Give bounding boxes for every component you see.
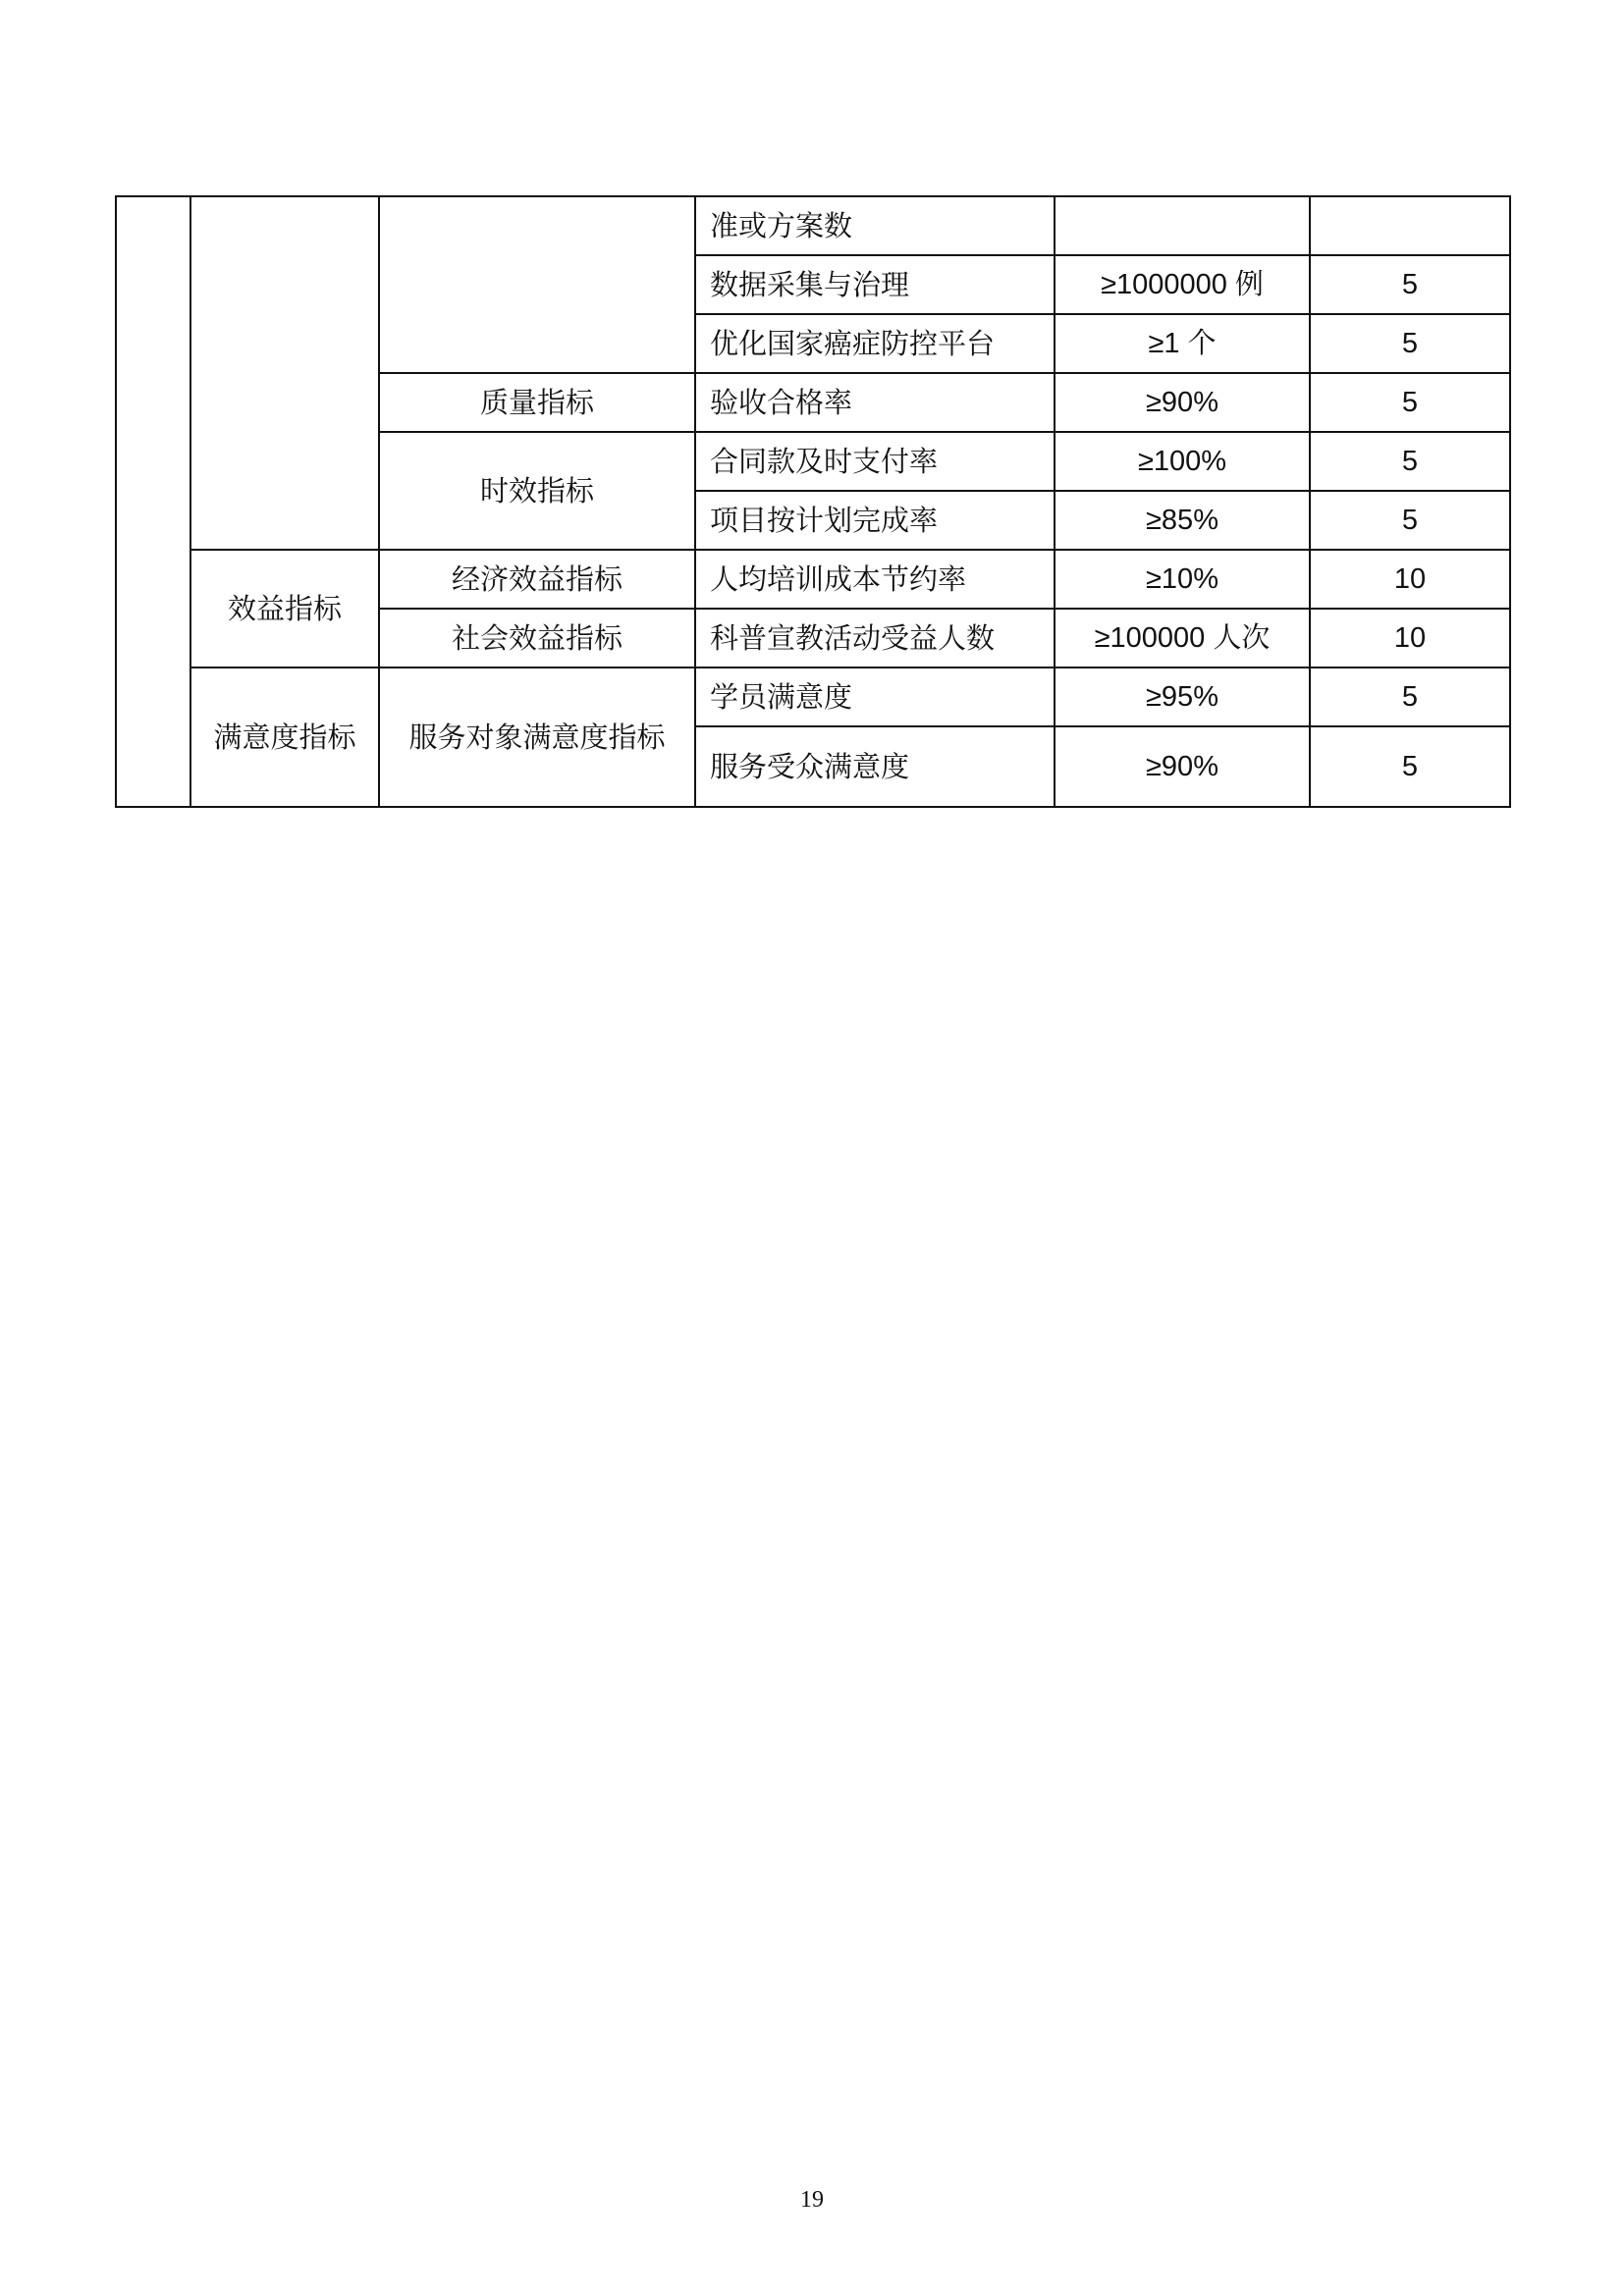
score: 5	[1310, 314, 1510, 373]
indicator-name: 数据采集与治理	[695, 255, 1055, 314]
level1-cell	[116, 196, 190, 807]
indicator-name: 学员满意度	[695, 667, 1055, 726]
group-timeliness: 时效指标	[379, 432, 695, 550]
indicator-name: 合同款及时支付率	[695, 432, 1055, 491]
indicator-name: 人均培训成本节约率	[695, 550, 1055, 609]
group-benefit: 效益指标	[190, 550, 379, 667]
group-social: 社会效益指标	[379, 609, 695, 667]
level3-cell-quantity	[379, 196, 695, 373]
group-service-satisfaction: 服务对象满意度指标	[379, 667, 695, 807]
score: 5	[1310, 255, 1510, 314]
indicator-name: 准或方案数	[695, 196, 1055, 255]
group-satisfaction: 满意度指标	[190, 667, 379, 807]
target-value: ≥90%	[1055, 373, 1310, 432]
target-value: ≥85%	[1055, 491, 1310, 550]
target-value: ≥100%	[1055, 432, 1310, 491]
table-row	[116, 550, 1510, 609]
target-value: ≥100000 人次	[1055, 609, 1310, 667]
indicator-name: 服务受众满意度	[695, 726, 1055, 807]
score	[1310, 196, 1510, 255]
indicator-name: 科普宣教活动受益人数	[695, 609, 1055, 667]
indicator-name: 项目按计划完成率	[695, 491, 1055, 550]
performance-indicator-table	[115, 195, 1511, 808]
table-row	[116, 667, 1510, 726]
score: 5	[1310, 491, 1510, 550]
level2-cell-output	[190, 196, 379, 550]
target-value	[1055, 196, 1310, 255]
group-economic: 经济效益指标	[379, 550, 695, 609]
score: 5	[1310, 667, 1510, 726]
target-value: ≥90%	[1055, 726, 1310, 807]
target-value: ≥1 个	[1055, 314, 1310, 373]
table-row	[116, 196, 1510, 255]
indicator-name: 验收合格率	[695, 373, 1055, 432]
score: 10	[1310, 550, 1510, 609]
score: 5	[1310, 373, 1510, 432]
target-value: ≥95%	[1055, 667, 1310, 726]
group-quality: 质量指标	[379, 373, 695, 432]
target-value: ≥10%	[1055, 550, 1310, 609]
page-number: 19	[800, 2187, 824, 2213]
indicator-name: 优化国家癌症防控平台	[695, 314, 1055, 373]
score: 5	[1310, 432, 1510, 491]
target-value: ≥1000000 例	[1055, 255, 1310, 314]
score: 5	[1310, 726, 1510, 807]
score: 10	[1310, 609, 1510, 667]
